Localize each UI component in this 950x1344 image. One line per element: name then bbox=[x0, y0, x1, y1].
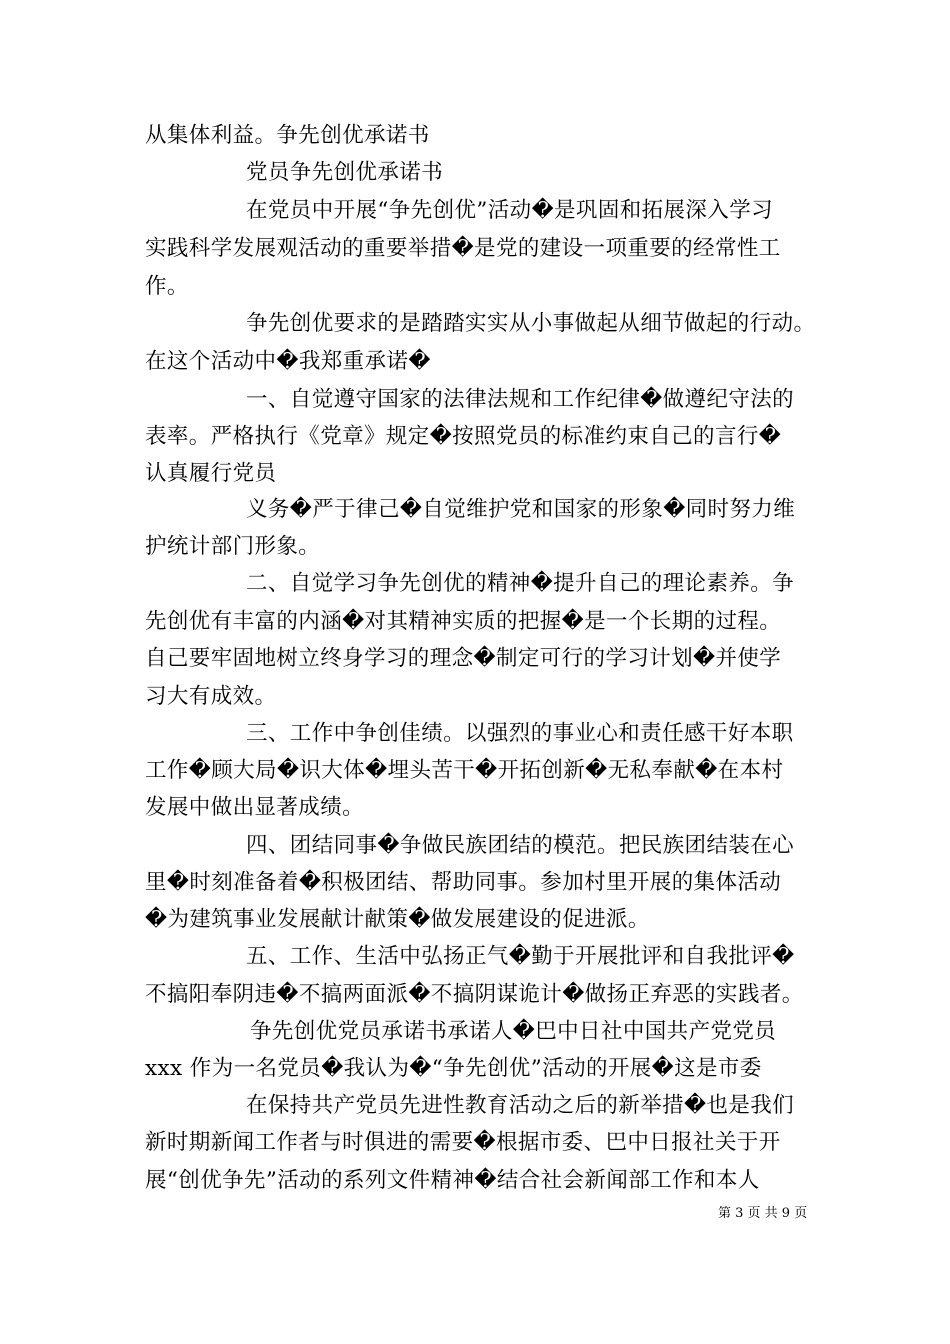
text-line: 二、自觉学习争先创优的精神�提升自己的理论素养。争 bbox=[246, 571, 795, 596]
text-line: 五、工作、生活中弘扬正气�勤于开展批评和自我批评� bbox=[246, 944, 795, 969]
text-line: 新时期新闻工作者与时俱进的需要�根据市委、巴中日报社关于开 bbox=[145, 1130, 781, 1155]
text-line: 三、工作中争创佳绩。以强烈的事业心和责任感干好本职 bbox=[246, 721, 794, 746]
text-line: 发展中做出显著成绩。 bbox=[145, 795, 365, 820]
text-line: 义务�严于律己�自觉维护党和国家的形象�同时努力维 bbox=[246, 497, 796, 522]
text-line: 从集体利益。争先创优承诺书 bbox=[145, 123, 430, 148]
text-line: 四、团结同事�争做民族团结的模范。把民族团结装在心 bbox=[246, 833, 795, 858]
text-line: 在党员中开展“争先创优”活动�是巩固和拓展深入学习 bbox=[246, 198, 774, 223]
text-line: 在保持共产党员先进性教育活动之后的新举措�也是我们 bbox=[246, 1093, 795, 1118]
text-line: 表率。严格执行《党章》规定�按照党员的标准约束自己的言行� bbox=[145, 424, 782, 449]
text-line: 护统计部门形象。 bbox=[145, 534, 321, 559]
text-line: xxx 作为一名党员�我认为�“争先创优”活动的开展�这是市委 bbox=[145, 1056, 762, 1081]
text-line: 里�时刻准备着�积极团结、帮助同事。参加村里开展的集体活动 bbox=[145, 870, 782, 895]
text-line: 工作�顾大局�识大体�埋头苦干�开拓创新�无私奉献�在本村 bbox=[145, 758, 784, 783]
text-line: 作。 bbox=[145, 274, 189, 299]
text-line: �为建筑事业发展献计献策�做发展建设的促进派。 bbox=[145, 907, 650, 932]
text-line: 争先创优要求的是踏踏实实从小事做起从细节做起的行动。 bbox=[246, 311, 816, 336]
text-line: 自己要牢固地树立终身学习的理念�制定可行的学习计划�并使学 bbox=[145, 646, 782, 671]
text-line: 不搞阳奉阴违�不搞两面派�不搞阴谋诡计�做扬正弃恶的实践者。 bbox=[145, 982, 804, 1007]
text-line: 争先创优党员承诺书承诺人�巴中日社中国共产党党员 bbox=[250, 1019, 777, 1044]
text-line: 展“创优争先”活动的系列文件精神�结合社会新闻部工作和本人 bbox=[145, 1168, 760, 1193]
text-line: 在这个活动中�我郑重承诺� bbox=[145, 349, 431, 374]
text-line: 习大有成效。 bbox=[145, 684, 277, 709]
text-line: 一、自觉遵守国家的法律法规和工作纪律�做遵纪守法的 bbox=[246, 387, 795, 412]
text-line: 实践科学发展观活动的重要举措�是党的建设一项重要的经常性工 bbox=[145, 236, 781, 261]
page-number: 第 3 页 共 9 页 bbox=[718, 1206, 808, 1221]
text-line: 先创优有丰富的内涵�对其精神实质的把握�是一个长期的过程。 bbox=[145, 609, 782, 634]
section-title: 党员争先创优承诺书 bbox=[246, 160, 444, 185]
text-line: 认真履行党员 bbox=[145, 461, 277, 486]
